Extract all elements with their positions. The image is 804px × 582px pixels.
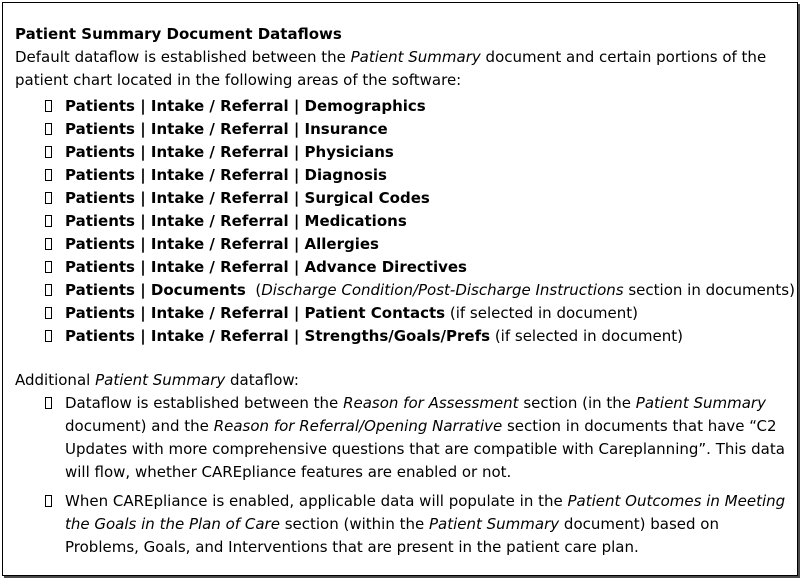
area-list-item [15, 256, 795, 279]
additional-dataflow-list [15, 392, 795, 559]
dataflow-bullet [15, 490, 795, 559]
area-path: Patients | Intake / Referral | Advance Directives [65, 258, 467, 276]
area-note: (if selected in document) [445, 304, 638, 322]
checkbox-bullet-icon [45, 215, 52, 227]
checkbox-bullet-icon [45, 284, 52, 296]
area-path: Patients | Intake / Referral | Insurance [65, 120, 388, 138]
bullet-text-italic: Reason for Assessment [343, 394, 519, 412]
checkbox-bullet-icon [45, 123, 52, 135]
checkbox-bullet-icon [45, 495, 52, 507]
section-title: Patient Summary Document Dataflows [15, 25, 342, 43]
checkbox-bullet-icon [45, 146, 52, 158]
bullet-text: section (in the [518, 394, 636, 412]
intro-paragraph [15, 46, 795, 92]
area-list-item [15, 325, 795, 348]
bullet-text: section in documents that have “C2 Updates with more comprehensive questions that are compatible with Careplanning”. This data will flow, whether CAREpliance features are enabled or not. [65, 417, 785, 481]
checkbox-bullet-icon [45, 238, 52, 250]
area-list-item [15, 141, 795, 164]
checkbox-bullet-icon [45, 192, 52, 204]
area-list-item [15, 279, 795, 302]
area-list-item [15, 164, 795, 187]
area-note: (if selected in document) [490, 327, 683, 345]
area-path: Patients | Intake / Referral | Allergies [65, 235, 379, 253]
area-path: Patients | Intake / Referral | Demographics [65, 97, 426, 115]
area-list-item [15, 302, 795, 325]
area-list-item [15, 95, 795, 118]
area-list-item [15, 233, 795, 256]
area-path: Patients | Intake / Referral | Strengths/Goals/Prefs [65, 327, 491, 345]
software-area-list [15, 95, 795, 348]
intro-italic: Patient Summary [350, 48, 481, 66]
checkbox-bullet-icon [45, 169, 52, 181]
bullet-text-italic: Patient Summary [428, 515, 560, 533]
dataflow-bullet [15, 392, 795, 484]
bullet-text: document) based on Problems, Goals, and Interventions that are present in the patient care plan. [65, 515, 719, 556]
document-content [15, 23, 795, 559]
bullet-text: section (within the [279, 515, 429, 533]
intro-text: Default dataflow is established between the [15, 48, 351, 66]
intro-text-end: document and certain portions of the patient chart located in the following areas of the software: [15, 48, 767, 89]
area-note-end: section in documents) [623, 281, 795, 299]
area-path: Patients | Intake / Referral | Physicians [65, 143, 394, 161]
checkbox-bullet-icon [45, 397, 52, 409]
bullet-text-italic: Reason for Referral/Opening Narrative [213, 417, 503, 435]
bullet-text: document) and the [65, 417, 214, 435]
checkbox-bullet-icon [45, 330, 52, 342]
area-path: Patients | Intake / Referral | Medications [65, 212, 407, 230]
bullet-text-italic: Patient Outcomes in Meeting the Goals in the Plan of Care [65, 492, 786, 533]
additional-italic: Patient Summary [95, 371, 226, 389]
area-path: Patients | Documents [65, 281, 246, 299]
checkbox-bullet-icon [45, 261, 52, 273]
document-frame [2, 2, 798, 576]
checkbox-bullet-icon [45, 307, 52, 319]
area-note: ( [245, 281, 262, 299]
additional-text-end: dataflow: [225, 371, 299, 389]
spacer [15, 348, 795, 369]
area-path: Patients | Intake / Referral | Patient Contacts [65, 304, 446, 322]
bullet-text: When CAREpliance is enabled, applicable data will populate in the [65, 492, 568, 510]
area-path: Patients | Intake / Referral | Surgical Codes [65, 189, 430, 207]
area-note-italic: Discharge Condition/Post-Discharge Instructions [261, 281, 624, 299]
bullet-text-italic: Patient Summary [635, 394, 766, 412]
area-path: Patients | Intake / Referral | Diagnosis [65, 166, 387, 184]
bullet-text: Dataflow is established between the [65, 394, 344, 412]
area-list-item [15, 118, 795, 141]
area-list-item [15, 210, 795, 233]
additional-text: Additional [15, 371, 96, 389]
additional-heading [15, 369, 795, 392]
area-list-item [15, 187, 795, 210]
checkbox-bullet-icon [45, 100, 52, 112]
